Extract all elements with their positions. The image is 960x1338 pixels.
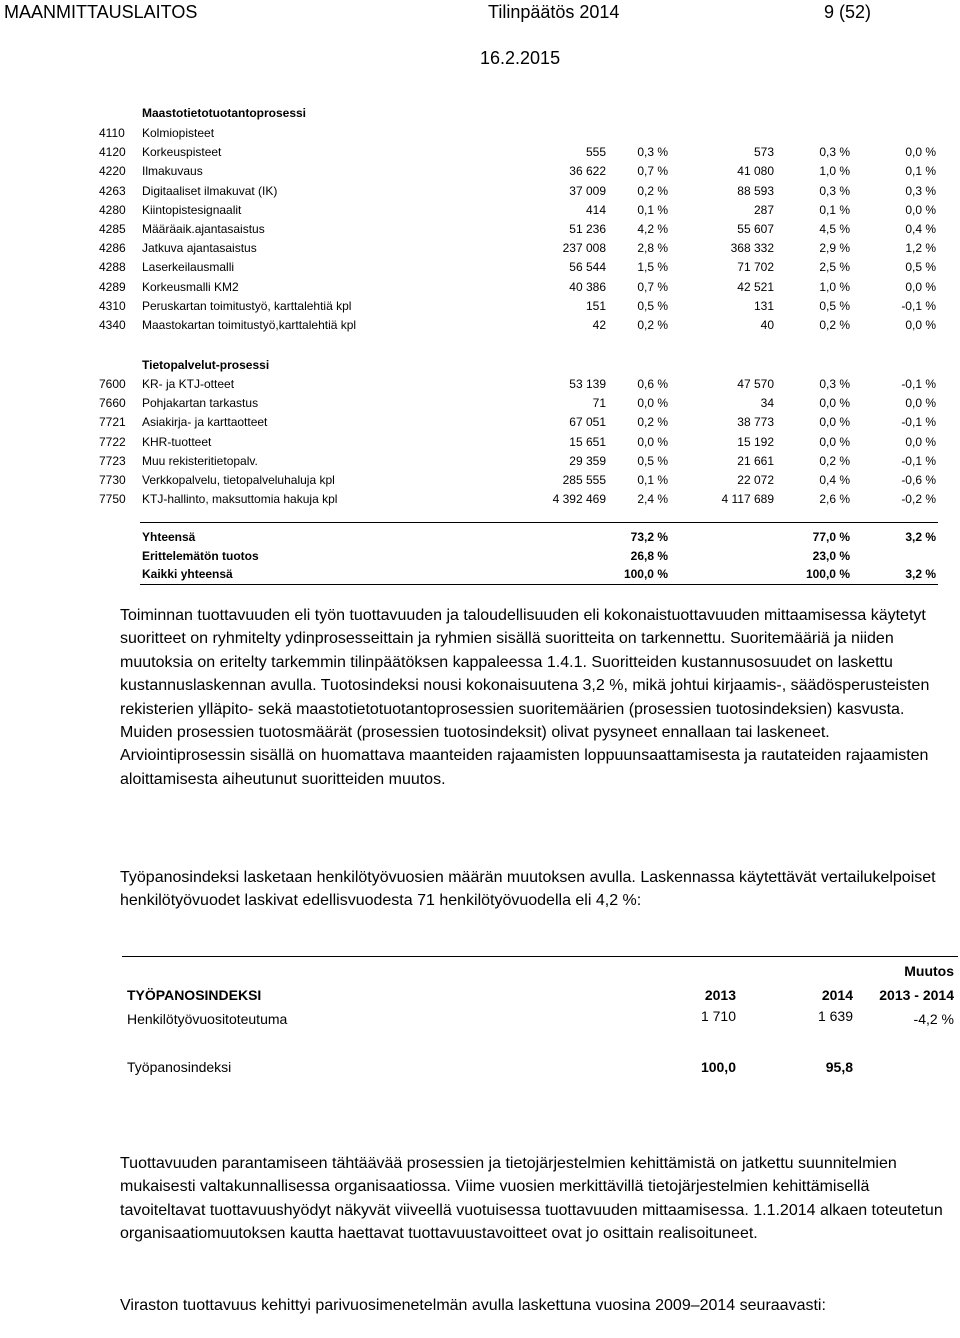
value-2013: 15 651 — [569, 434, 606, 449]
total-share-2013: 100,0 % — [623, 567, 668, 581]
change: 1,2 % — [905, 241, 936, 256]
table-row — [0, 394, 960, 413]
value-2014: 22 072 — [737, 473, 774, 487]
table-row — [0, 201, 960, 220]
change: 0,0 % — [905, 145, 936, 160]
document-date: 16.2.2015 — [480, 48, 561, 68]
share-2013: 0,7 % — [637, 279, 668, 294]
table-row — [0, 1056, 960, 1078]
header-2014: 2014 — [821, 987, 853, 1003]
share-2013: 0,3 % — [637, 145, 668, 160]
table-row — [0, 258, 960, 277]
share-2014: 0,0 % — [819, 415, 850, 430]
table-row — [0, 1008, 960, 1030]
table-row — [0, 162, 960, 181]
value-2013: 36 622 — [569, 164, 606, 179]
organization-name: MAANMITTAUSLAITOS — [4, 2, 198, 22]
value-2014: 88 593 — [737, 183, 774, 198]
share-2013: 0,2 % — [637, 415, 668, 430]
table-row — [0, 452, 960, 471]
share-2013: 2,4 % — [637, 492, 668, 507]
share-2014: 4,5 % — [819, 222, 850, 236]
share-2013: 0,0 % — [637, 434, 668, 449]
row-2013: 1 710 — [700, 1008, 736, 1024]
row-code: 7750 — [99, 492, 126, 507]
share-2013: 1,5 % — [637, 260, 668, 275]
table-row — [0, 124, 960, 143]
row-code: 7730 — [99, 473, 126, 487]
share-2013: 0,1 % — [637, 473, 668, 487]
totals-row — [0, 565, 960, 584]
row-label: Henkilötyövuositoteutuma — [127, 1011, 288, 1027]
row-2013: 100,0 — [700, 1059, 736, 1075]
row-code: 4340 — [99, 318, 126, 332]
value-2014: 4 117 689 — [721, 492, 774, 507]
share-2013: 0,1 % — [637, 202, 668, 217]
row-code: 7722 — [99, 434, 126, 449]
paragraph-development: Tuottavuuden parantamiseen tähtäävää prosessien ja tietojärjestelmien kehittämistä on jatkettu suunnitelmien mukaisesti valtakunnallisessa organisaatiossa. Viime vuosien merkittävillä tietojärjestelmien kehittämisellä tavoiteltavat tuottavuushyödyt näkyvät viiveellä vuotuisessa tuottavuuden mittaamisessa. 1.1.2014 alkaen toteutetun organisaatiomuutoksen kautta haettavat tuottavuustavoitteet ovat jo osittain realisoituneet. — [120, 1155, 943, 1243]
table-row — [0, 375, 960, 394]
table-divider — [140, 522, 938, 523]
value-2013: 237 008 — [562, 241, 606, 256]
change: -0,1 % — [901, 298, 936, 313]
row-name: Pohjakartan tarkastus — [142, 396, 259, 411]
page-header — [0, 0, 960, 70]
row-code: 7660 — [99, 396, 126, 411]
document-title: Tilinpäätös 2014 — [488, 2, 620, 22]
share-2013: 0,2 % — [637, 183, 668, 198]
row-code: 7721 — [99, 415, 126, 430]
row-name: Kiintopistesignaalit — [142, 202, 242, 217]
table-row — [0, 278, 960, 297]
value-2014: 41 080 — [737, 164, 774, 179]
row-name: Digitaaliset ilmakuvat (IK) — [142, 183, 278, 198]
table-row — [0, 433, 960, 452]
value-2014: 21 661 — [737, 453, 774, 468]
paragraph-productivity-summary: Viraston tuottavuus kehittyi parivuosimenetelmän avulla laskettuna vuosina 2009–2014 seuraavasti: — [120, 1297, 826, 1314]
share-2014: 0,2 % — [819, 318, 850, 332]
row-name: Määräaik.ajantasaistus — [142, 222, 265, 236]
share-2014: 0,1 % — [819, 202, 850, 217]
row-name: KTJ-hallinto, maksuttomia hakuja kpl — [142, 492, 338, 507]
table-row — [0, 297, 960, 316]
total-share-2013: 26,8 % — [630, 548, 668, 563]
value-2013: 285 555 — [562, 473, 606, 487]
row-code: 4220 — [99, 164, 126, 179]
value-2013: 71 — [592, 396, 606, 411]
row-name: Jatkuva ajantasaistus — [142, 241, 257, 256]
value-2013: 40 386 — [569, 279, 606, 294]
share-2014: 0,0 % — [819, 396, 850, 411]
share-2013: 0,5 % — [637, 453, 668, 468]
value-2014: 42 521 — [737, 279, 774, 294]
row-name: Muu rekisteritietopalv. — [142, 453, 258, 468]
value-2014: 34 — [760, 396, 774, 411]
value-2014: 287 — [753, 202, 774, 217]
value-2014: 15 192 — [737, 434, 774, 449]
change: 0,0 % — [905, 279, 936, 294]
value-2013: 37 009 — [569, 183, 606, 198]
table-row — [0, 239, 960, 258]
section-title-maastotieto: Maastotietotuotantoprosessi — [142, 106, 307, 120]
header-2013: 2013 — [704, 987, 736, 1003]
total-share-2014: 77,0 % — [812, 530, 850, 544]
share-2014: 2,9 % — [819, 241, 850, 256]
change: -0,1 % — [901, 377, 936, 391]
totals-row — [0, 528, 960, 547]
table-row — [0, 182, 960, 201]
change: 0,3 % — [905, 183, 936, 198]
value-2014: 131 — [753, 298, 774, 313]
row-name: KR- ja KTJ-otteet — [142, 377, 235, 391]
share-2014: 0,4 % — [819, 473, 850, 487]
change: -0,1 % — [901, 415, 936, 430]
labor-table-top-rule — [122, 956, 958, 957]
total-change: 3,2 % — [905, 530, 936, 544]
total-name: Erittelemätön tuotos — [142, 548, 259, 563]
row-name: KHR-tuotteet — [142, 434, 212, 449]
total-share-2014: 23,0 % — [812, 548, 850, 563]
share-2013: 4,2 % — [637, 222, 668, 236]
table-row — [0, 471, 960, 490]
value-2014: 368 332 — [730, 241, 774, 256]
row-code: 4286 — [99, 241, 126, 256]
paragraph-labor-index: Työpanosindeksi lasketaan henkilötyövuosien määrän muutoksen avulla. Laskennassa käytettävät vertailukelpoiset henkilötyövuodet laskivat edellisvuodesta 71 henkilötyövuodella eli 4,2 %: — [120, 869, 936, 910]
labor-table-header-row — [0, 984, 960, 1006]
share-2014: 1,0 % — [819, 279, 850, 294]
value-2013: 67 051 — [569, 415, 606, 430]
row-2014: 1 639 — [817, 1008, 853, 1024]
labor-table-title: TYÖPANOSINDEKSI — [127, 987, 262, 1003]
muutos-label: Muutos — [904, 963, 954, 979]
value-2014: 573 — [753, 145, 774, 160]
value-2013: 151 — [585, 298, 606, 313]
share-2014: 0,3 % — [819, 145, 850, 160]
change: 0,0 % — [905, 202, 936, 217]
value-2013: 42 — [592, 318, 606, 332]
row-code: 4288 — [99, 260, 126, 275]
row-name: Kolmiopisteet — [142, 126, 215, 140]
share-2014: 0,3 % — [819, 377, 850, 391]
table-bottom-rule — [140, 584, 938, 585]
labor-table-muutos-row — [0, 960, 960, 982]
table-row — [0, 316, 960, 335]
section-title-tietopalvelut: Tietopalvelut-prosessi — [142, 358, 270, 372]
value-2013: 56 544 — [569, 260, 606, 275]
table-row — [0, 143, 960, 162]
share-2014: 0,2 % — [819, 453, 850, 468]
row-code: 4310 — [99, 298, 126, 313]
value-2014: 55 607 — [737, 222, 774, 236]
value-2013: 414 — [585, 202, 606, 217]
share-2013: 0,0 % — [637, 396, 668, 411]
change: 0,0 % — [905, 396, 936, 411]
share-2014: 1,0 % — [819, 164, 850, 179]
row-code: 7723 — [99, 453, 126, 468]
share-2013: 2,8 % — [637, 241, 668, 256]
row-code: 4263 — [99, 183, 126, 198]
total-name: Kaikki yhteensä — [142, 567, 233, 581]
row-code: 4110 — [99, 126, 125, 140]
header-change: 2013 - 2014 — [879, 987, 954, 1003]
share-2014: 0,5 % — [819, 298, 850, 313]
row-name: Laserkeilausmalli — [142, 260, 235, 275]
row-label: Työpanosindeksi — [127, 1059, 232, 1075]
value-2014: 40 — [760, 318, 774, 332]
share-2013: 0,2 % — [637, 318, 668, 332]
row-change: -4,2 % — [913, 1011, 954, 1027]
row-name: Korkeuspisteet — [142, 145, 222, 160]
page-number: 9 (52) — [824, 2, 872, 22]
change: 0,1 % — [905, 164, 936, 179]
value-2014: 38 773 — [737, 415, 774, 430]
value-2013: 29 359 — [569, 453, 606, 468]
share-2014: 2,6 % — [819, 492, 850, 507]
share-2013: 0,5 % — [637, 298, 668, 313]
row-name: Maastokartan toimitustyö,karttalehtiä kpl — [142, 318, 357, 332]
row-code: 4289 — [99, 279, 126, 294]
row-code: 7600 — [99, 377, 126, 391]
row-name: Korkeusmalli KM2 — [142, 279, 239, 294]
change: -0,1 % — [901, 453, 936, 468]
value-2013: 4 392 469 — [552, 492, 606, 507]
share-2014: 2,5 % — [819, 260, 850, 275]
total-change: 3,2 % — [905, 567, 936, 581]
row-code: 4120 — [99, 145, 126, 160]
share-2013: 0,6 % — [637, 377, 668, 391]
change: -0,2 % — [901, 492, 936, 507]
total-share-2014: 100,0 % — [805, 567, 850, 581]
change: 0,5 % — [905, 260, 936, 275]
table-row — [0, 413, 960, 432]
value-2014: 47 570 — [737, 377, 774, 391]
table-row — [0, 490, 960, 509]
value-2013: 555 — [585, 145, 606, 160]
change: 0,0 % — [905, 434, 936, 449]
total-share-2013: 73,2 % — [630, 530, 668, 544]
row-name: Asiakirja- ja karttaotteet — [142, 415, 268, 430]
change: 0,4 % — [905, 222, 936, 236]
row-code: 4285 — [99, 222, 126, 236]
share-2014: 0,0 % — [819, 434, 850, 449]
row-name: Verkkopalvelu, tietopalveluhaluja kpl — [142, 473, 335, 487]
row-name: Peruskartan toimitustyö, karttalehtiä kpl — [142, 298, 352, 313]
row-name: Ilmakuvaus — [142, 164, 203, 179]
share-2014: 0,3 % — [819, 183, 850, 198]
row-2014: 95,8 — [825, 1059, 853, 1075]
total-name: Yhteensä — [142, 530, 196, 544]
table-row — [0, 220, 960, 239]
value-2013: 51 236 — [569, 222, 606, 236]
row-code: 4280 — [99, 202, 126, 217]
change: 0,0 % — [905, 318, 936, 332]
totals-row — [0, 547, 960, 566]
share-2013: 0,7 % — [637, 164, 668, 179]
change: -0,6 % — [901, 473, 936, 487]
value-2013: 53 139 — [569, 377, 606, 391]
value-2014: 71 702 — [737, 260, 774, 275]
paragraph-productivity-measurement: Toiminnan tuottavuuden eli työn tuottavuuden ja taloudellisuuden eli kokonaistuottavuuden mittaamisessa käytetyt suoritteet on ryhmitelty ydinprosesseittain ja ryhmien sisällä suoritteita on tarkennettu. Suoritemääriä ja niiden muutoksia on eritelty tarkemmin tilinpäätöksen kappaleessa 1.4.1. Suoritteiden kustannusosuudet on laskettu kustannuslaskennan avulla. Tuotosindeksi nousi kokonaisuutena 3,2 %, mikä johtui kirjaamis-, säädösperusteisten rekisterien ylläpito- sekä maastotietotuotantoprosessien suoritemäärien (prosessien tuotosindeksien) kasvusta. Muiden prosessien tuotosmäärät (prosessien tuotosindeksit) olivat pysyneet ennallaan tai laskeneet. Arviointiprosessin sisällä on huomattava maanteiden rajaamisten loppuunsaattamisesta ja rautateiden rajaamisten aloittamisesta aiheutunut suoritteiden muutos. — [120, 607, 930, 788]
